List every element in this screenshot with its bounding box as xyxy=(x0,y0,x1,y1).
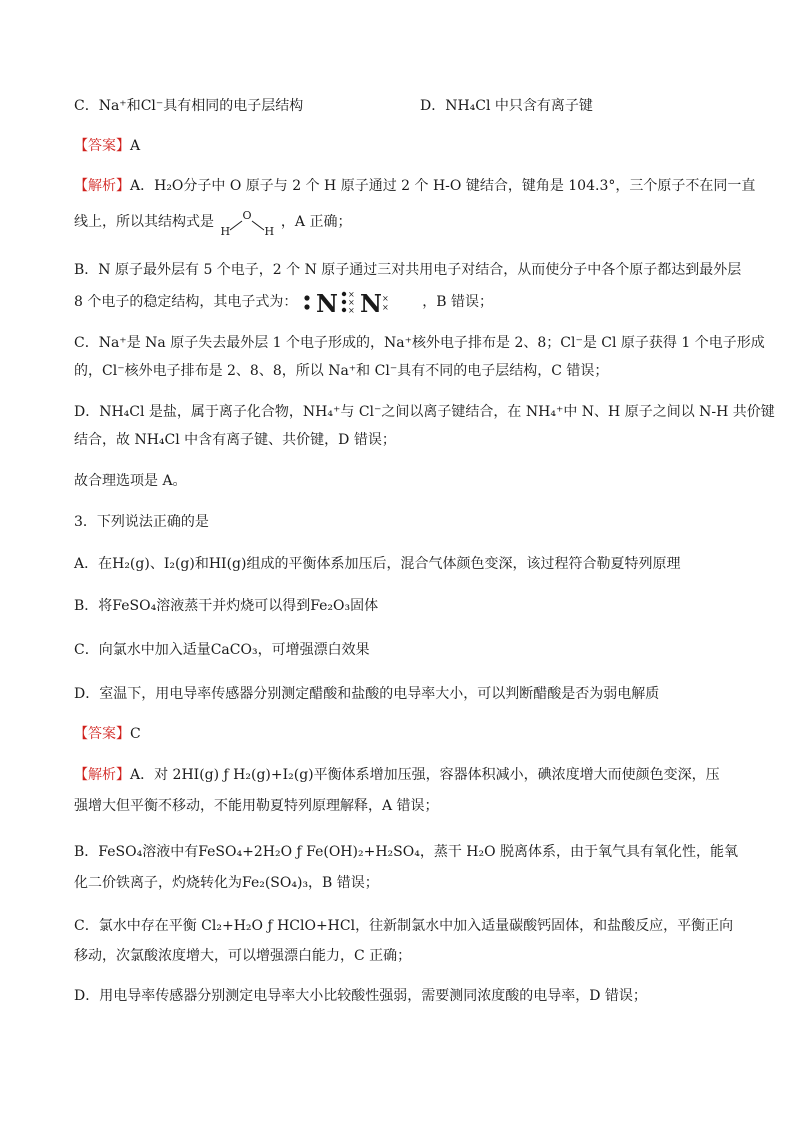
q2-conclusion: 故合理选项是 A。 xyxy=(74,473,187,489)
analysis-text: ，B 错误； xyxy=(422,294,494,310)
analysis-text: A．对 2HI(g) ƒ H₂(g)+I₂(g)平衡体系增加压强，容器体积减小，碘浓度增大而使颜色变深，压 xyxy=(130,767,720,783)
q2-answer xyxy=(74,136,140,156)
analysis-label: 【解析】 xyxy=(74,178,130,194)
q2-analysis-b-line2 xyxy=(74,288,493,316)
q3-analysis-a-line1 xyxy=(74,765,720,785)
q3-analysis-a-line2: 强增大但平衡不移动，不能用勒夏特列原理解释，A 错误； xyxy=(74,798,439,814)
svg-text:×: × xyxy=(381,294,389,303)
q3-stem: 3．下列说法正确的是 xyxy=(74,514,209,530)
analysis-text: 线上，所以其结构式是 xyxy=(74,214,214,230)
q3-analysis-c-line1: C．氯水中存在平衡 Cl₂+H₂O ƒ HClO+HCl，往新制氯水中加入适量碳酸钙固体，和盐酸反应，平衡正向 xyxy=(74,918,734,934)
analysis-text: A．H₂O分子中 O 原子与 2 个 H 原子通过 2 个 H-O 键结合，键角是 104.3°，三个原子不在同一直 xyxy=(130,178,756,194)
svg-text:×: × xyxy=(347,290,355,299)
q2-analysis-d-line2: 结合，故 NH₄Cl 中含有离子键、共价键，D 错误； xyxy=(74,432,396,448)
q2-analysis-c-line1: C．Na⁺是 Na 原子失去最外层 1 个电子形成的，Na⁺核外电子排布是 2、8；Cl⁻是 Cl 原子获得 1 个电子形成 xyxy=(74,335,765,351)
q3-analysis-c-line2: 移动，次氯酸浓度增大，可以增强漂白能力，C 正确； xyxy=(74,948,412,964)
q3-option-a: A．在H₂(g)、I₂(g)和HI(g)组成的平衡体系加压后，混合气体颜色变深，该过程符合勒夏特列原理 xyxy=(74,556,681,572)
q2-analysis-c-line2: 的，Cl⁻核外电子排布是 2、8、8，所以 Na⁺和 Cl⁻具有不同的电子层结构，C 错误； xyxy=(74,363,609,379)
q3-option-b: B．将FeSO₄溶液蒸干并灼烧可以得到Fe₂O₃固体 xyxy=(74,598,379,614)
q3-analysis-b-line1: B．FeSO₄溶液中有FeSO₄+2H₂O ƒ Fe(OH)₂+H₂SO₄，蒸干 H₂O 脱离体系，由于氧气具有氧化性，能氧 xyxy=(74,844,739,860)
analysis-text: ，A 正确； xyxy=(280,214,352,230)
q2-analysis-b-line1: B．N 原子最外层有 5 个电子，2 个 N 原子通过三对共用电子对结合，从而使分子中各个原子都达到最外层 xyxy=(74,262,742,278)
water-structural-formula xyxy=(218,209,276,238)
q3-analysis-b-line2: 化二价铁离子，灼烧转化为Fe₂(SO₄)₃，B 错误； xyxy=(74,875,379,891)
n2-electron-formula xyxy=(302,288,418,316)
q3-option-d: D．室温下，用电导率传感器分别测定醋酸和盐酸的电导率大小，可以判断醋酸是否为弱电解质 xyxy=(74,686,660,702)
q3-analysis-d-line1: D．用电导率传感器分别测定电导率大小比较酸性强弱，需要测同浓度酸的电导率，D 错误； xyxy=(74,988,647,1004)
q2-analysis-d-line1: D．NH₄Cl 是盐，属于离子化合物，NH₄⁺与 Cl⁻之间以离子键结合，在 NH₄⁺中 N、H 原子之间以 N-H 共价键 xyxy=(74,404,775,420)
answer-value: C xyxy=(130,726,141,742)
q2-analysis-a-line1 xyxy=(74,176,755,196)
q2-options-cd xyxy=(74,96,593,116)
answer-value: A xyxy=(130,138,141,154)
answer-label: 【答案】 xyxy=(74,138,130,154)
q2-analysis-a-line2 xyxy=(74,209,352,238)
q3-option-c: C．向氯水中加入适量CaCO₃，可增强漂白效果 xyxy=(74,642,370,658)
svg-text:×: × xyxy=(381,303,389,312)
q2-option-c: C．Na⁺和Cl⁻具有相同的电子层结构 xyxy=(74,98,304,114)
q2-option-d: D．NH₄Cl 中只含有离子键 xyxy=(420,98,593,114)
hydrogen-atom-left: H xyxy=(220,225,231,238)
answer-label: 【答案】 xyxy=(74,726,130,742)
nitrogen-atom-right: N xyxy=(359,289,382,316)
analysis-label: 【解析】 xyxy=(74,767,130,783)
svg-text:×: × xyxy=(347,306,355,315)
hydrogen-atom-right: H xyxy=(264,225,275,238)
nitrogen-atom-left: N xyxy=(315,289,338,316)
q3-answer xyxy=(74,724,141,744)
oxygen-atom: O xyxy=(242,209,252,222)
analysis-text: 8 个电子的稳定结构，其电子式为： xyxy=(74,294,298,310)
svg-text:×: × xyxy=(347,298,355,307)
